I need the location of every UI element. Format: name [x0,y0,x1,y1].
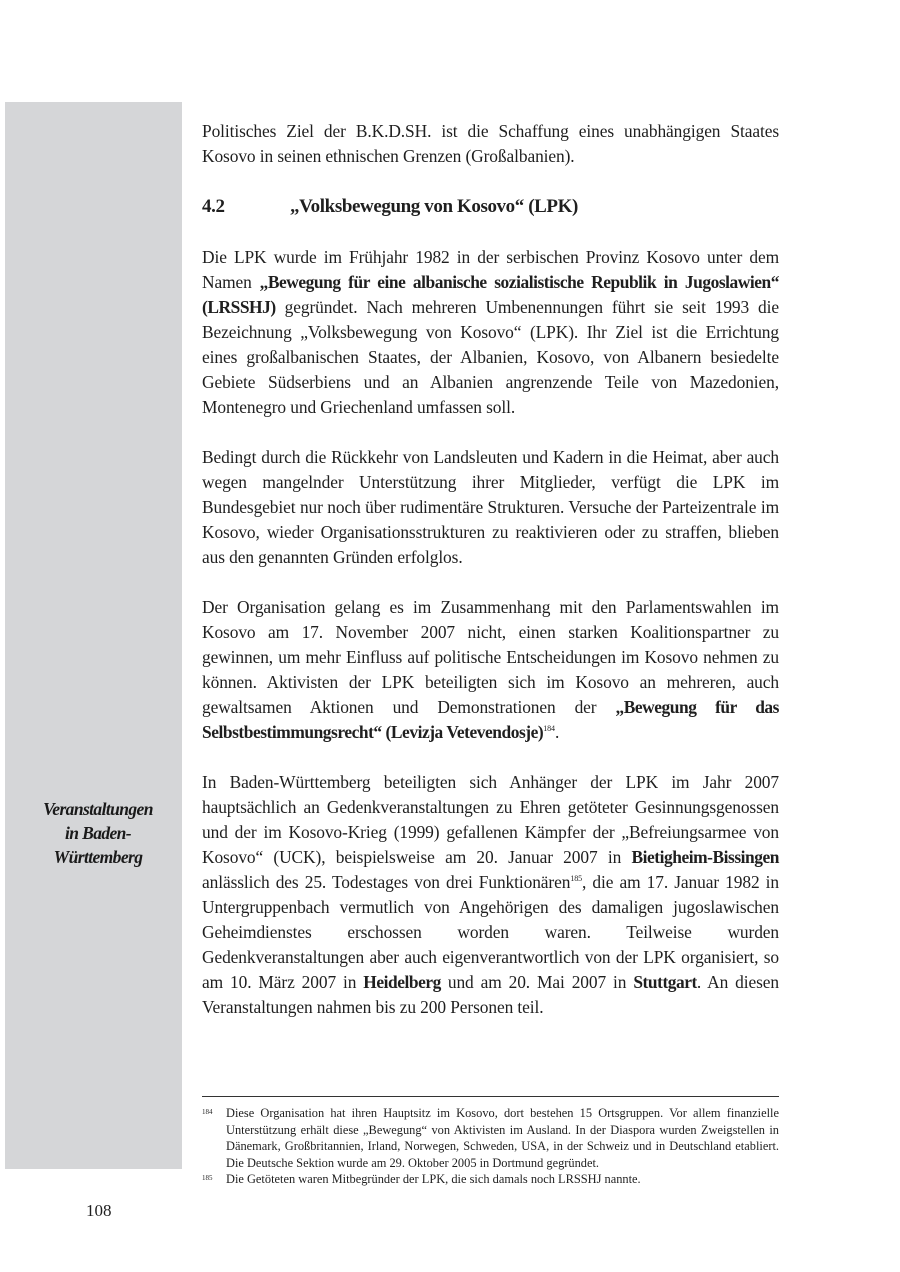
footnote-number: 185 [202,1174,213,1182]
paragraph-lpk-founding [202,245,779,420]
margin-note [18,797,178,869]
intro-paragraph: Politisches Ziel der B.K.D.SH. ist die Schaffung eines unabhängigen Staates Kosovo in seinen ethnischen Grenzen (Großalbanien). [202,121,779,166]
city-name: Bietigheim-Bissingen [631,847,779,867]
text-segment: , die am 17. Januar 1982 in Untergruppenbach vermutlich von Angehörigen des damaligen jugoslawischen Geheimdienstes erschossen worden waren. Teilweise wurden Gedenkveranstaltungen aber auch eigenverantwortlich von der LPK organisiert, so am 10. März 2007 in [202,872,779,992]
footnote-number: 184 [202,1108,213,1116]
footnote-text: Die Getöteten waren Mitbegründer der LPK, die sich damals noch LRSSHJ nannte. [226,1172,641,1186]
city-name: Stuttgart [633,972,697,992]
paragraph-baden-wuerttemberg [202,770,779,1020]
footnote [202,1105,779,1171]
bold-term: „Bewegung für das Selbstbestimmungsrecht“ (Levizja Vetevendosje) [202,697,779,742]
margin-note-line-1: Veranstaltungen [43,799,153,819]
text-segment: . An diesen Veranstaltungen nahmen bis zu 200 Personen teil. [202,972,779,1017]
text-segment: Der Organisation gelang es im Zusammenhang mit den Parlamentswahlen im Kosovo am 17. November 2007 nicht, einen starken Koalitionspartner zu gewinnen, um mehr Einfluss auf politische Entscheidungen im Kosovo nehmen zu können. Aktivisten der LPK beteiligten sich im Kosovo an mehreren, auch gewaltsamen Aktionen und Demonstrationen der [202,597,779,717]
bold-term: „Bewegung für eine albanische sozialistische Republik in Jugoslawien“ (LRSSHJ) [202,272,779,317]
footnote-ref[interactable]: 184 [543,724,555,733]
text-segment: anlässlich des 25. Todestages von drei Funktionären [202,872,571,892]
text-segment: und am 20. Mai 2007 in [440,972,634,992]
page-number: 108 [86,1201,112,1220]
footnote-ref[interactable]: 185 [570,874,583,883]
footnote [202,1171,779,1188]
text-segment: gegründet. Nach mehreren Umbenennungen führt sie seit 1993 die Bezeichnung „Volksbewegung von Kosovo“ (LPK). Ihr Ziel ist die Errichtung eines großalbanischen Staates, der Albanien, Kosovo, von Albanern besiedelte Gebiete Südserbiens und an Albanien angrenzende Teile von Mazedonien, Montenegro und Griechenland umfassen soll. [202,297,779,417]
main-text [202,119,779,1020]
city-name: Heidelberg [363,972,441,992]
section-number: 4.2 [202,196,225,217]
margin-note-line-3: Württemberg [53,847,143,867]
text-segment: . [554,722,560,742]
section-heading [202,193,779,221]
margin-note-line-2: in Baden- [64,823,132,843]
paragraph-lpk-structures: Bedingt durch die Rückkehr von Landsleuten und Kadern in die Heimat, aber auch wegen mangelnder Unterstützung ihrer Mitglieder, verfügt die LPK im Bundesgebiet nur noch über rudimentäre Strukturen. Versuche der Parteizentrale im Kosovo, wieder Organisationsstrukturen zu reaktivieren oder zu straffen, blieben aus den genannten Gründen erfolglos. [202,447,779,567]
section-title: „Volksbewegung von Kosovo“ (LPK) [290,196,578,217]
footnotes [202,1096,779,1188]
text-segment: In Baden-Württemberg beteiligten sich Anhänger der LPK im Jahr 2007 hauptsächlich an Gedenkveranstaltungen zu Ehren getöteter Gesinnungsgenossen und der im Kosovo-Krieg (1999) gefallenen Kämpfer der „Befreiungsarmee von Kosovo“ (UCK), beispielsweise am 20. Januar 2007 in [202,772,779,867]
paragraph-lpk-elections [202,595,779,745]
text-segment: Die LPK wurde im Frühjahr 1982 in der serbischen Provinz Kosovo unter dem Namen [202,247,779,292]
sidebar-panel [5,102,182,1169]
footnote-text: Diese Organisation hat ihren Hauptsitz im Kosovo, dort bestehen 15 Ortsgruppen. Vor allem finanzielle Unterstützung erhält diese „Bewegung“ von Aktivisten im Ausland. In der Diaspora wurden Zweigstellen in Dänemark, Großbritannien, Irland, Norwegen, Schweden, USA, in der Schweiz und in Deutschland etabliert. Die Deutsche Sektion wurde am 29. Oktober 2005 in Dortmund gegründet. [226,1106,779,1170]
